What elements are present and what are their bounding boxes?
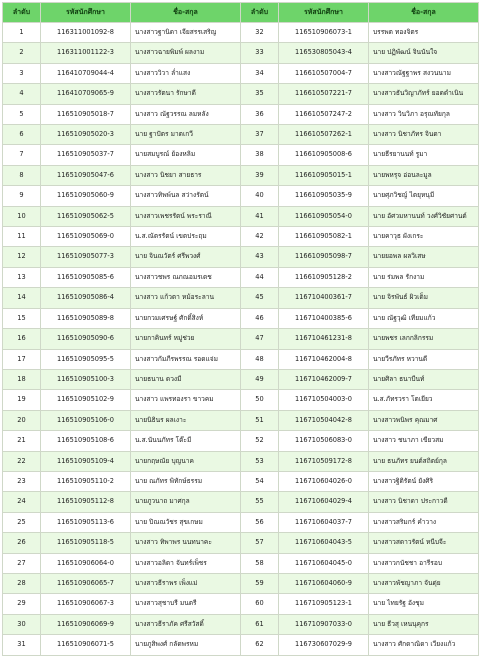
header-row [3, 3, 479, 23]
row-order-right: 36 [241, 104, 279, 124]
student-table [2, 2, 479, 656]
student-list-sheet [2, 2, 478, 656]
table-row [3, 369, 479, 389]
row-order-left: 23 [3, 471, 41, 491]
row-order-left: 12 [3, 247, 41, 267]
header-name-left: ชื่อ-สกุล [131, 3, 241, 23]
row-name-right: นางสาว นิชาภัทร จินดา [369, 125, 479, 145]
table-row [3, 451, 479, 471]
table-row [3, 431, 479, 451]
row-student-id-right: 116710604060-9 [279, 573, 369, 593]
table-row [3, 635, 479, 655]
row-order-right: 60 [241, 594, 279, 614]
row-name-left: นางสาว ทิพาพร นนทนาคะ [131, 533, 241, 553]
row-name-right: นางสาว ชนาภา เขียวสม [369, 431, 479, 451]
row-student-id-left: 116510905089-8 [41, 308, 131, 328]
row-name-right: นางสาว วินวิภา อรุณทัยกุล [369, 104, 479, 124]
table-row [3, 206, 479, 226]
row-student-id-right: 116710509172-8 [279, 451, 369, 471]
row-student-id-left: 116510906071-5 [41, 635, 131, 655]
row-student-id-right: 116610507221-7 [279, 84, 369, 104]
row-order-left: 8 [3, 165, 41, 185]
row-order-left: 26 [3, 533, 41, 553]
row-name-right: นางสาวกนัชชา อารีรอบ [369, 553, 479, 573]
row-name-left: นายกาคินทร์ หมู่ช่วย [131, 329, 241, 349]
row-name-right: นายคาวุธ ผังเกระ [369, 227, 479, 247]
table-row [3, 186, 479, 206]
row-order-left: 3 [3, 63, 41, 83]
row-name-right: นางสาวพนิพร คุณมาศ [369, 410, 479, 430]
row-name-right: นาย ปฏิพัฒน์ จินนันใจ [369, 43, 479, 63]
row-name-right: นายศุภวิชญ์ ไตยุหนุมี [369, 186, 479, 206]
row-name-right: นางสาวณัฐฐาพร สงวนนาม [369, 63, 479, 83]
row-student-id-right: 116710506083-0 [279, 431, 369, 451]
table-row [3, 614, 479, 634]
row-name-right: นางสาวสดาวรัตน์ หนีบจีะ [369, 533, 479, 553]
row-student-id-left: 116510905102-9 [41, 390, 131, 410]
row-name-left: นางสาวชพร ณภณอมรเดช [131, 267, 241, 287]
row-student-id-right: 116610905082-1 [279, 227, 369, 247]
row-student-id-left: 116510905069-0 [41, 227, 131, 247]
row-order-right: 51 [241, 410, 279, 430]
row-order-right: 62 [241, 635, 279, 655]
row-student-id-right: 116710604029-4 [279, 492, 369, 512]
row-order-left: 27 [3, 553, 41, 573]
row-student-id-left: 116311001092-8 [41, 23, 131, 43]
row-student-id-left: 116510905112-8 [41, 492, 131, 512]
row-order-right: 58 [241, 553, 279, 573]
header-order-left: ลำดับ [3, 3, 41, 23]
row-order-left: 16 [3, 329, 41, 349]
row-name-right: นางสาวสริมกร์ คำวาง [369, 512, 479, 532]
row-student-id-right: 116710461231-8 [279, 329, 369, 349]
row-name-left: นางสาว นิชยา สายธาร [131, 165, 241, 185]
row-order-right: 38 [241, 145, 279, 165]
row-name-left: นาย ฐาปัตร มาตเกวี [131, 125, 241, 145]
row-name-left: นางสาววิวา ล่ำแสง [131, 63, 241, 83]
header-student-id-left: รหัสนักศึกษา [41, 3, 131, 23]
row-name-right: นางสาว ศักดาณิดา เวียงแก้ว [369, 635, 479, 655]
row-name-left: นางสาวธีราภัค ศรีสวัสดิ์ [131, 614, 241, 634]
row-order-right: 45 [241, 288, 279, 308]
table-row [3, 553, 479, 573]
table-row [3, 104, 479, 124]
row-student-id-left: 116510905108-6 [41, 431, 131, 451]
row-name-right: นายพชร เลกกลิกรรม [369, 329, 479, 349]
row-order-left: 25 [3, 512, 41, 532]
row-name-left: นางสาวเพชรรัตน์ พระราณี [131, 206, 241, 226]
header-order-right: ลำดับ [241, 3, 279, 23]
table-row [3, 247, 479, 267]
row-student-id-right: 116610507262-1 [279, 125, 369, 145]
row-order-left: 5 [3, 104, 41, 124]
header-student-id-right: รหัสนักศึกษา [279, 3, 369, 23]
table-row [3, 329, 479, 349]
row-order-right: 54 [241, 471, 279, 491]
row-order-left: 19 [3, 390, 41, 410]
row-name-right: นาย ณัฐวุฒิ เทียมแก้ว [369, 308, 479, 328]
row-student-id-right: 116610905128-2 [279, 267, 369, 287]
row-student-id-right: 116710462009-7 [279, 369, 369, 389]
row-order-right: 46 [241, 308, 279, 328]
row-order-right: 59 [241, 573, 279, 593]
row-name-left: นางสาวธีราพร เพ็งแม่ [131, 573, 241, 593]
row-name-left: นาย ปิณณวัชร สุขเกษม [131, 512, 241, 532]
row-name-left: นางสาวสุชาบรี มนตรี [131, 594, 241, 614]
row-student-id-left: 116510905062-5 [41, 206, 131, 226]
row-order-right: 47 [241, 329, 279, 349]
row-order-left: 28 [3, 573, 41, 593]
row-order-right: 35 [241, 84, 279, 104]
row-name-left: น.ส.ณัตรรัตน์ เขตประฤม [131, 227, 241, 247]
row-student-id-right: 116510906073-1 [279, 23, 369, 43]
row-name-left: นายธนาน ดวงมี [131, 369, 241, 389]
row-order-left: 14 [3, 288, 41, 308]
row-name-left: นางสาวทิพพ์นล สว่างรัตน์ [131, 186, 241, 206]
row-student-id-right: 116710604045-0 [279, 553, 369, 573]
row-order-right: 41 [241, 206, 279, 226]
table-row [3, 349, 479, 369]
row-order-left: 4 [3, 84, 41, 104]
row-order-left: 24 [3, 492, 41, 512]
header-name-right: ชื่อ-สกุล [369, 3, 479, 23]
row-order-left: 10 [3, 206, 41, 226]
table-row [3, 288, 479, 308]
row-student-id-right: 116710462004-8 [279, 349, 369, 369]
row-student-id-left: 116410709065-9 [41, 84, 131, 104]
row-student-id-left: 116410709044-4 [41, 63, 131, 83]
table-row [3, 43, 479, 63]
row-student-id-right: 116710604037-7 [279, 512, 369, 532]
row-order-right: 57 [241, 533, 279, 553]
row-student-id-left: 116510905095-5 [41, 349, 131, 369]
row-name-right: บรรพต ทองจิตร [369, 23, 479, 43]
row-order-left: 1 [3, 23, 41, 43]
row-order-left: 15 [3, 308, 41, 328]
row-student-id-left: 116510905037-7 [41, 145, 131, 165]
table-row [3, 308, 479, 328]
row-order-right: 56 [241, 512, 279, 532]
row-order-right: 34 [241, 63, 279, 83]
table-row [3, 492, 479, 512]
row-name-left: นายภูวนาถ มาศกุล [131, 492, 241, 512]
table-row [3, 410, 479, 430]
row-order-right: 42 [241, 227, 279, 247]
table-row [3, 594, 479, 614]
row-student-id-left: 116510905085-6 [41, 267, 131, 287]
row-student-id-right: 116710604043-5 [279, 533, 369, 553]
row-name-left: นางสาวฐานิดา เจียสรรเสริญ [131, 23, 241, 43]
row-name-right: นายธีรยานนท์ รูมา [369, 145, 479, 165]
row-order-left: 13 [3, 267, 41, 287]
row-student-id-left: 116311001122-3 [41, 43, 131, 63]
table-row [3, 23, 479, 43]
row-order-left: 11 [3, 227, 41, 247]
row-name-left: นางสาวอลิดา จันทร์เพ็ชร [131, 553, 241, 573]
row-student-id-left: 116510905090-6 [41, 329, 131, 349]
row-name-left: นาย จินณวัตร์ ศรีพวงศ์ [131, 247, 241, 267]
row-name-right: นางสาวพัชญาภา จันดุ่ย [369, 573, 479, 593]
row-name-right: นาย ไทยรัฐ อังชุม [369, 594, 479, 614]
row-order-right: 49 [241, 369, 279, 389]
table-row [3, 227, 479, 247]
row-name-right: นาย ธนภัทร ยนต์สถิตย์กุล [369, 451, 479, 471]
row-order-right: 50 [241, 390, 279, 410]
table-row [3, 533, 479, 553]
row-student-id-left: 116510905110-2 [41, 471, 131, 491]
table-row [3, 267, 479, 287]
row-student-id-right: 116610905015-1 [279, 165, 369, 185]
row-name-left: น.ส.นันนภัทร โต๊ะมี [131, 431, 241, 451]
row-name-left: นางสาว ณัฐวรรณ ลมหลัง [131, 104, 241, 124]
row-order-right: 48 [241, 349, 279, 369]
row-order-left: 18 [3, 369, 41, 389]
row-name-left: นางสาว แพรทองรา ขาวคม [131, 390, 241, 410]
row-name-right: นาย ธีวสุ เหนนุคุกร [369, 614, 479, 634]
table-row [3, 471, 479, 491]
row-order-left: 17 [3, 349, 41, 369]
table-row [3, 512, 479, 532]
row-student-id-left: 116510905060-9 [41, 186, 131, 206]
table-row [3, 145, 479, 165]
row-order-left: 6 [3, 125, 41, 145]
row-name-left: นาย ณภัทร พิทักษ์ธรรม [131, 471, 241, 491]
row-name-left: นายกฤษณัย บุญนาค [131, 451, 241, 471]
row-student-id-right: 116530805043-4 [279, 43, 369, 63]
row-order-right: 40 [241, 186, 279, 206]
row-order-left: 29 [3, 594, 41, 614]
row-order-left: 7 [3, 145, 41, 165]
row-order-left: 21 [3, 431, 41, 451]
row-name-right: นาย จิรพันธ์ ผิวเต็ม [369, 288, 479, 308]
row-order-right: 55 [241, 492, 279, 512]
row-student-id-left: 116510905018-7 [41, 104, 131, 124]
row-student-id-right: 116710400361-7 [279, 288, 369, 308]
row-student-id-right: 116610905008-6 [279, 145, 369, 165]
table-row [3, 573, 479, 593]
row-order-right: 39 [241, 165, 279, 185]
row-student-id-left: 116510906065-7 [41, 573, 131, 593]
row-order-left: 22 [3, 451, 41, 471]
table-row [3, 63, 479, 83]
row-order-right: 33 [241, 43, 279, 63]
row-student-id-left: 116510905086-4 [41, 288, 131, 308]
row-name-left: นางสาวกัมภีรพรรณ รอดแจ่ม [131, 349, 241, 369]
row-order-right: 44 [241, 267, 279, 287]
row-student-id-right: 116710400385-6 [279, 308, 369, 328]
row-student-id-right: 116610507247-2 [279, 104, 369, 124]
row-student-id-right: 116710905123-1 [279, 594, 369, 614]
row-student-id-right: 116730607029-9 [279, 635, 369, 655]
row-student-id-right: 116610905054-0 [279, 206, 369, 226]
table-row [3, 165, 479, 185]
row-name-left: นางสาวรัตนา รักษาดี [131, 84, 241, 104]
row-student-id-right: 116610507004-7 [279, 63, 369, 83]
row-student-id-left: 116510905109-4 [41, 451, 131, 471]
row-student-id-left: 116510905077-3 [41, 247, 131, 267]
row-name-right: นายวีรภัทร หวานดี [369, 349, 479, 369]
row-student-id-right: 116710604026-0 [279, 471, 369, 491]
row-student-id-left: 116510905106-0 [41, 410, 131, 430]
row-student-id-left: 116510905020-3 [41, 125, 131, 145]
row-name-right: นาย ร่มพล รักงาม [369, 267, 479, 287]
row-order-right: 53 [241, 451, 279, 471]
row-student-id-left: 116510906064-0 [41, 553, 131, 573]
row-order-right: 52 [241, 431, 279, 451]
row-name-right: นางสาวฐิติรัตน์ ยังศิริ [369, 471, 479, 491]
row-name-right: นางสาวธันวิญาภัทร์ ยอดดำเนิน [369, 84, 479, 104]
row-student-id-left: 116510906067-3 [41, 594, 131, 614]
row-name-right: น.ส.ภัทรวรา โตเยียว [369, 390, 479, 410]
row-name-right: นาย อัศวมหานนท์ วงศ์วิชัยศานต์ [369, 206, 479, 226]
row-name-left: นางสาว แก้วตา หม้อระลาน [131, 288, 241, 308]
row-student-id-right: 116610905098-7 [279, 247, 369, 267]
row-order-left: 2 [3, 43, 41, 63]
row-student-id-right: 116610905035-9 [279, 186, 369, 206]
row-name-right: นายศิลา ธนาบีนท์ [369, 369, 479, 389]
row-order-right: 32 [241, 23, 279, 43]
row-name-left: นายกวมเศรษฐ์ ศักดิ์สิงห์ [131, 308, 241, 328]
row-name-left: นายนิธินร ผลเงาะ [131, 410, 241, 430]
row-student-id-left: 116510905100-3 [41, 369, 131, 389]
row-order-left: 30 [3, 614, 41, 634]
row-student-id-right: 116710504042-8 [279, 410, 369, 430]
row-name-left: นายภูสิพงศ์ กลัดพรหม [131, 635, 241, 655]
table-row [3, 390, 479, 410]
row-student-id-left: 116510906069-9 [41, 614, 131, 634]
row-order-left: 31 [3, 635, 41, 655]
row-name-right: นายพหรุจ อ่อนละมูล [369, 165, 479, 185]
table-row [3, 125, 479, 145]
row-student-id-right: 116710907033-0 [279, 614, 369, 634]
row-name-left: นายสมบูรณ์ ย้องหลิม [131, 145, 241, 165]
row-name-left: นางสาวฉายพิมพ์ ผลงาม [131, 43, 241, 63]
row-order-left: 20 [3, 410, 41, 430]
row-order-right: 43 [241, 247, 279, 267]
row-student-id-left: 116510905047-6 [41, 165, 131, 185]
row-name-right: นางสาว นิชาดา ประกาวดี [369, 492, 479, 512]
row-student-id-left: 116510905118-5 [41, 533, 131, 553]
table-row [3, 84, 479, 104]
row-name-right: นายยอพล ผลวิเสษ [369, 247, 479, 267]
row-student-id-left: 116510905113-6 [41, 512, 131, 532]
row-order-left: 9 [3, 186, 41, 206]
row-student-id-right: 116710504003-0 [279, 390, 369, 410]
row-order-right: 37 [241, 125, 279, 145]
row-order-right: 61 [241, 614, 279, 634]
